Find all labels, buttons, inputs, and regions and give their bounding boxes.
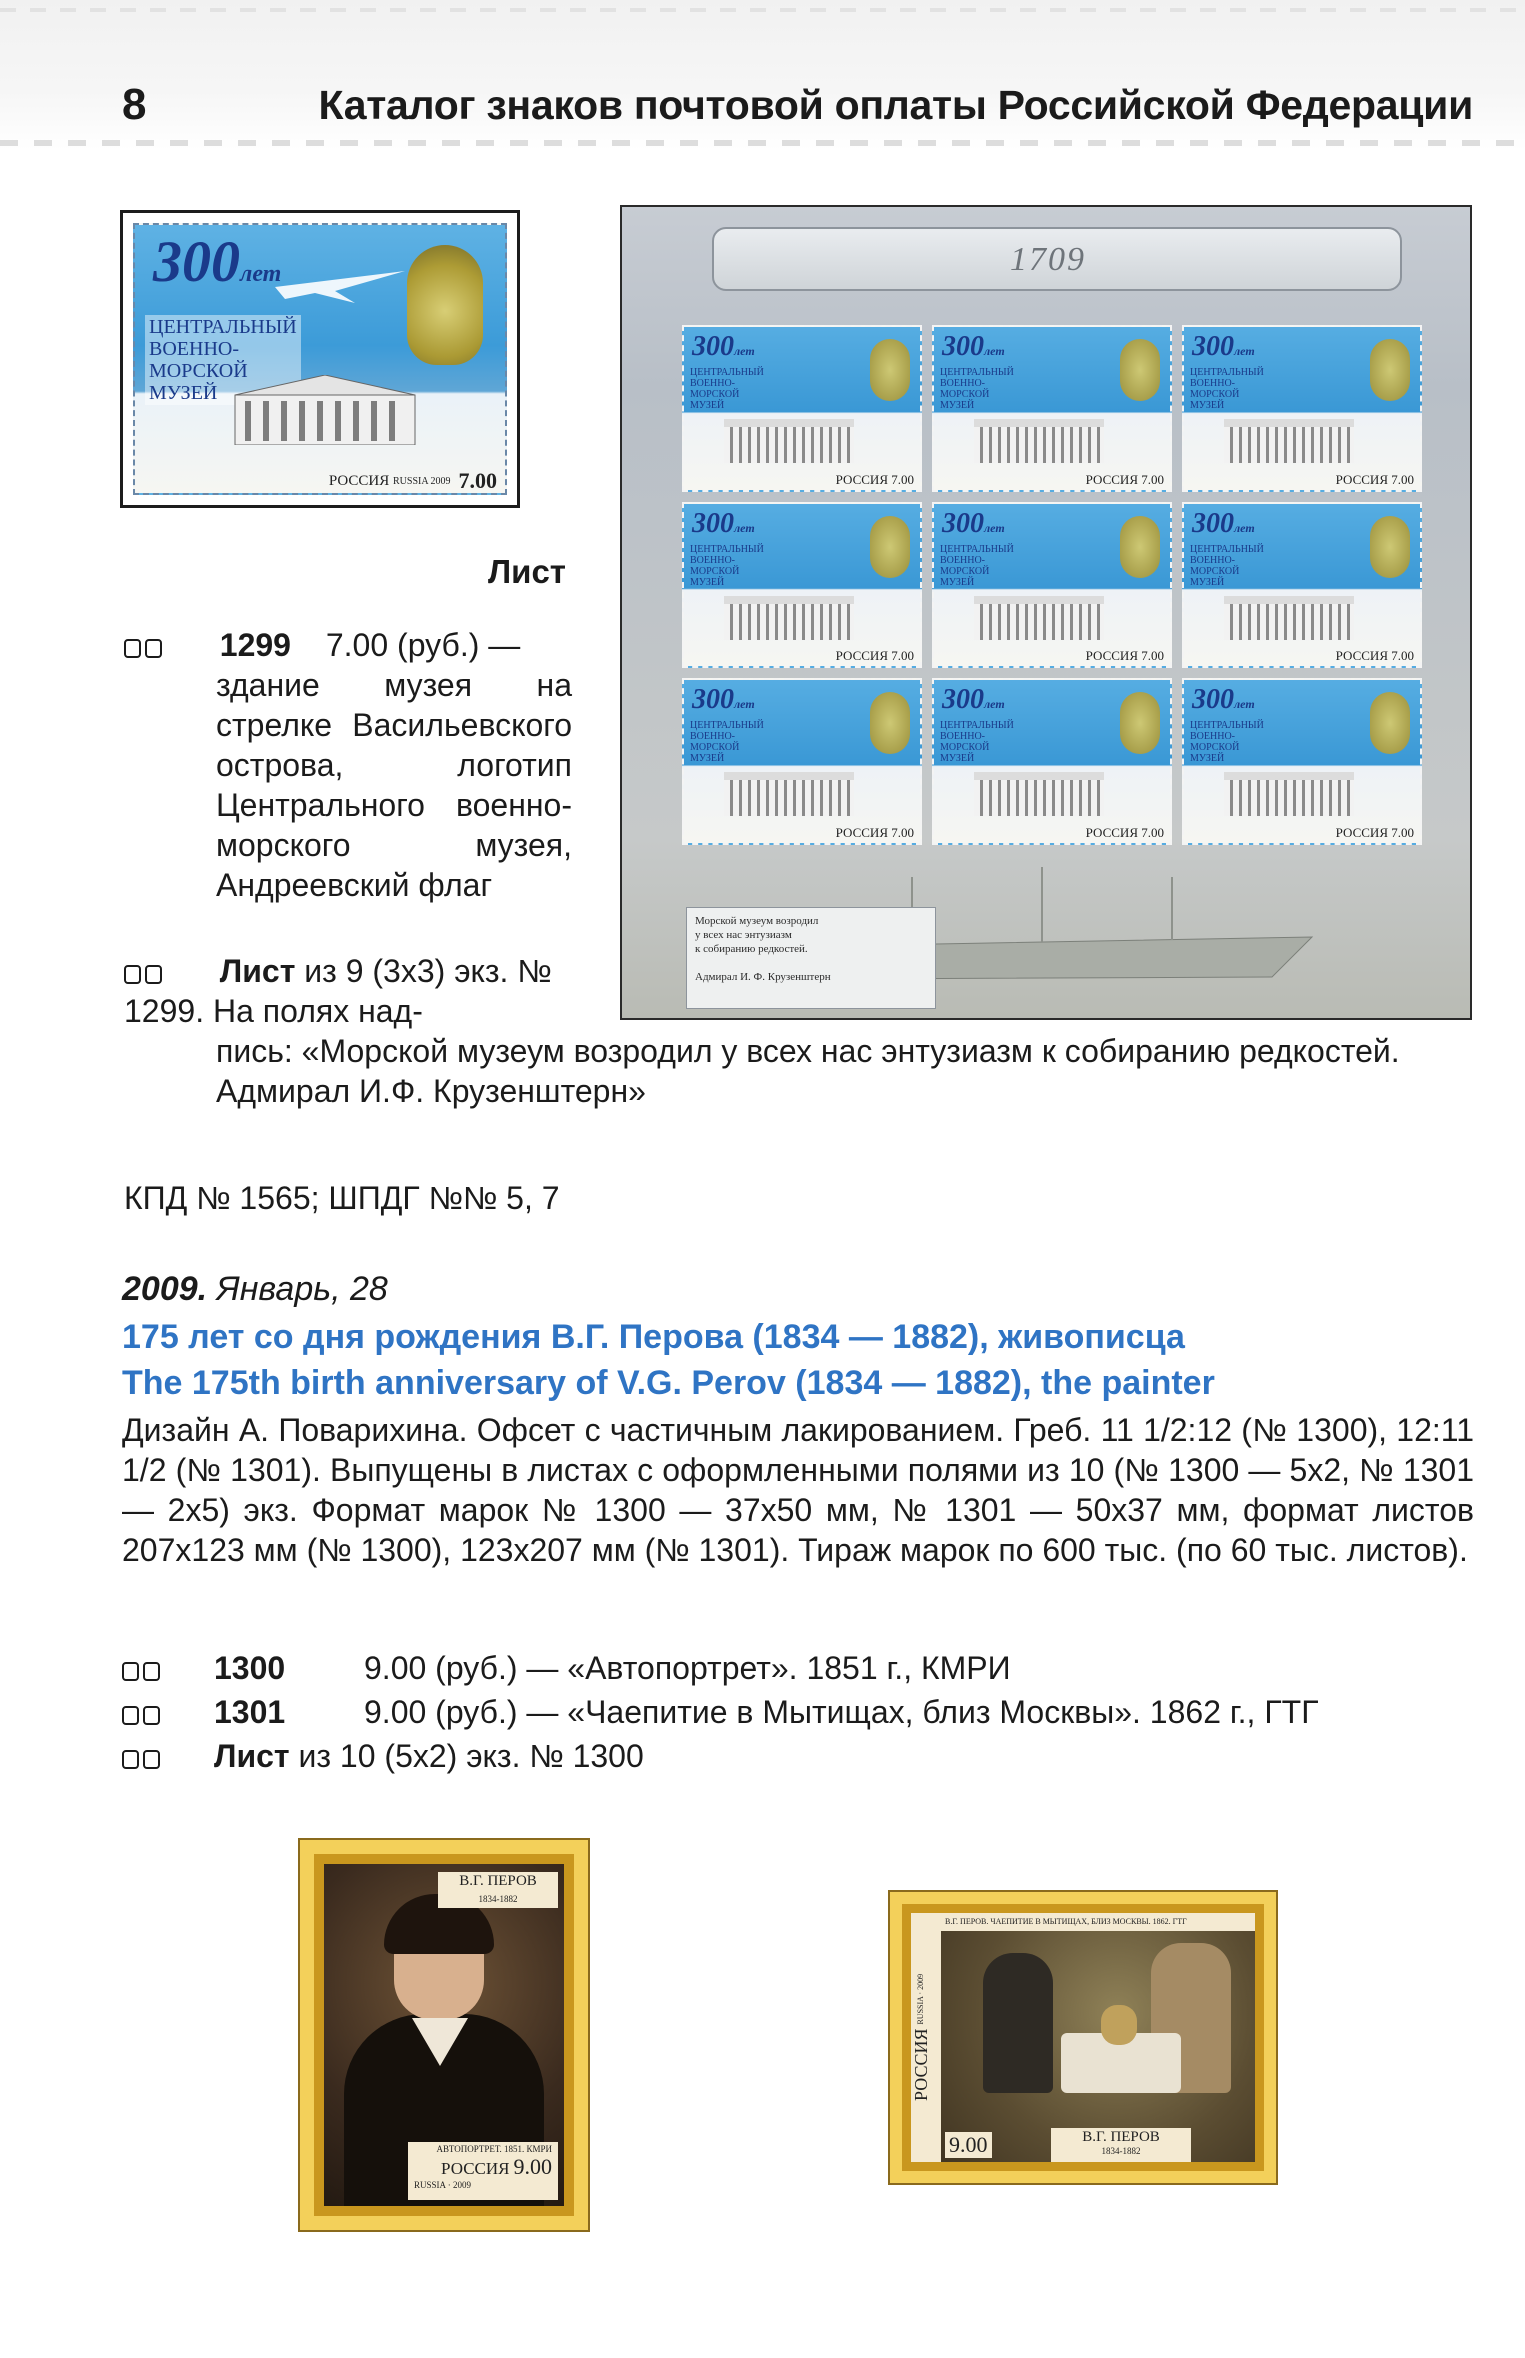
stamp-1300-image	[298, 1838, 590, 2232]
museum-building-icon	[724, 419, 854, 463]
item-sheet-text-b: пись: «Морской музеум возродил у всех нас энтузиазм к собиранию редкостей. Адмирал И.Ф. Крузенштерн»	[216, 1033, 1400, 1109]
issue-description: Дизайн А. Поварихина. Офсет с частичным лакированием. Греб. 11 1/2:12 (№ 1300), 12:11 1/2 (№ 1301). Выпущены в листах с оформленными полями из 10 (№ 1300 — 5х2, № 1301 — 2х5) экз. Формат марок № 1300 — 37х50 мм, № 1301 — 50х37 мм, формат листов 207х123 мм (№ 1300), 123х207 мм (№ 1301). Тираж марок по 600 тыс. (по 60 тыс. листов).	[122, 1412, 1474, 1568]
painting-figure	[983, 1953, 1053, 2093]
checkbox-icon	[124, 965, 141, 984]
issue-title-en: The 175th birth anniversary of V.G. Perov (1834 — 1882), the painter	[122, 1364, 1215, 1402]
stamp-1300-footer: АВТОПОРТРЕТ. 1851. КМРИ РОССИЯ 9.00 RUSSIA · 2009	[408, 2142, 558, 2200]
museum-emblem-icon	[1370, 339, 1410, 401]
stamp-300-label: 300лет	[692, 331, 755, 362]
stamp-value: РОССИЯ 7.00	[835, 648, 914, 664]
stamp-300-label: 300лет	[1192, 684, 1255, 716]
checkbox-icon	[122, 1706, 139, 1725]
checkbox-icon	[145, 639, 162, 658]
stamp-1299-value: 7.00	[458, 468, 497, 493]
museum-building-icon	[1224, 772, 1354, 816]
item-code: 1301	[214, 1694, 286, 1730]
catalog-title: Каталог знаков почтовой оплаты Российской Федерации	[318, 82, 1473, 128]
museum-emblem-icon	[1370, 692, 1410, 754]
checkbox-icon	[124, 639, 141, 658]
stamp-1301-top-caption: В.Г. ПЕРОВ. ЧАЕПИТИЕ В МЫТИЩАХ, БЛИЗ МОСКВЫ. 1862. ГТГ	[941, 1913, 1255, 1931]
checkbox-icon	[122, 1750, 139, 1769]
stamp-museum-name: ЦЕНТРАЛЬНЫЙ ВОЕННО- МОРСКОЙ МУЗЕЙ	[940, 367, 1014, 411]
stamp-1299-museum-name: ЦЕНТРАЛЬНЫЙ ВОЕННО- МОРСКОЙ МУЗЕЙ	[145, 315, 301, 405]
stamp-300-label: 300лет	[942, 684, 1005, 716]
stamp-museum-name: ЦЕНТРАЛЬНЫЙ ВОЕННО- МОРСКОЙ МУЗЕЙ	[1190, 720, 1264, 765]
tea-drinking-art	[902, 1904, 1264, 2171]
stamp-value: РОССИЯ 7.00	[1335, 471, 1414, 487]
museum-emblem-icon	[870, 692, 910, 754]
stamp-300-label: 300лет	[942, 331, 1005, 362]
stamp-museum-name: ЦЕНТРАЛЬНЫЙ ВОЕННО- МОРСКОЙ МУЗЕЙ	[1190, 367, 1264, 411]
checkbox-icon	[143, 1750, 160, 1769]
museum-emblem-icon	[407, 245, 483, 365]
stamp-300-label: 300лет	[692, 507, 755, 539]
sheet-stamp-6	[1182, 502, 1422, 669]
stamp-1299-image	[120, 210, 520, 508]
page-number: 8	[122, 80, 147, 129]
stamp-museum-name: ЦЕНТРАЛЬНЫЙ ВОЕННО- МОРСКОЙ МУЗЕЙ	[690, 367, 764, 411]
museum-building-icon	[974, 596, 1104, 640]
stamp-museum-name: ЦЕНТРАЛЬНЫЙ ВОЕННО- МОРСКОЙ МУЗЕЙ	[940, 720, 1014, 765]
museum-emblem-icon	[1120, 692, 1160, 754]
stamp-value: РОССИЯ 7.00	[835, 825, 914, 840]
list-item	[122, 1734, 1474, 1778]
list-item	[122, 1646, 1474, 1690]
item-text: 9.00 (руб.) — «Чаепитие в Мытищах, близ Москвы». 1862 г., ГТГ	[364, 1694, 1319, 1730]
item-price: 7.00 (руб.) —	[325, 627, 521, 663]
sheet-stamp-2	[932, 325, 1172, 492]
issue-title-ru: 175 лет со дня рождения В.Г. Перова (1834 — 1882), живописца	[122, 1318, 1185, 1356]
stamp-museum-name: ЦЕНТРАЛЬНЫЙ ВОЕННО- МОРСКОЙ МУЗЕЙ	[940, 543, 1014, 588]
stamp-sheet-1299	[620, 205, 1472, 1020]
checkbox-icon	[143, 1662, 160, 1681]
stamp-museum-name: ЦЕНТРАЛЬНЫЙ ВОЕННО- МОРСКОЙ МУЗЕЙ	[690, 720, 764, 765]
issue-date: 2009. Январь, 28	[122, 1270, 388, 1308]
plane-icon	[275, 265, 405, 305]
stamp-value: РОССИЯ 7.00	[835, 471, 914, 487]
museum-emblem-icon	[870, 339, 910, 401]
stamp-1301-value: 9.00	[945, 2132, 992, 2158]
stamp-value: РОССИЯ 7.00	[1335, 825, 1414, 840]
item-code: 1300	[214, 1650, 286, 1686]
self-portrait-art	[314, 1854, 574, 2216]
catalog-item-sheet-1299	[124, 951, 594, 1031]
item-1299-description: здание музея на стрелке Васильевского острова, логотип Центрального военно-морского музея, Андреевский флаг	[216, 667, 572, 903]
sheet-quote: Морской музеум возродил у всех нас энтузиазм к собиранию редкостей. Адмирал И. Ф. Крузенштерн	[686, 907, 936, 1009]
checkbox-icon	[143, 1706, 160, 1725]
stamp-1299-art	[133, 223, 507, 495]
museum-building-icon	[724, 772, 854, 816]
sheet-stamp-grid	[682, 325, 1422, 845]
checkbox-icon	[122, 1662, 139, 1681]
item-code: Лист	[219, 953, 296, 989]
museum-building-icon	[1224, 419, 1354, 463]
samovar-icon	[1101, 2005, 1137, 2045]
museum-building-icon	[225, 375, 425, 445]
sheet-stamp-1	[682, 325, 922, 492]
catalog-item-1299	[124, 625, 594, 665]
stamp-1300-value: 9.00	[513, 2154, 552, 2179]
museum-emblem-icon	[1120, 516, 1160, 578]
stamp-1301-signature: В.Г. ПЕРОВ 1834-1882	[1051, 2128, 1191, 2162]
museum-emblem-icon	[870, 516, 910, 578]
stamp-300-label: 300лет	[153, 229, 282, 294]
stamp-1301-image	[888, 1890, 1278, 2185]
item-text: 9.00 (руб.) — «Автопортрет». 1851 г., КМРИ	[364, 1650, 1011, 1686]
stamp-300-label: 300лет	[1192, 507, 1255, 539]
museum-building-icon	[974, 419, 1104, 463]
museum-building-icon	[974, 772, 1104, 816]
sheet-stamp-4	[682, 502, 922, 669]
kpd-reference: КПД № 1565; ШПДГ №№ 5, 7	[124, 1180, 560, 1216]
sheet-stamp-5	[932, 502, 1172, 669]
stamp-value: РОССИЯ 7.00	[1335, 648, 1414, 664]
stamp-300-label: 300лет	[942, 507, 1005, 539]
stamp-value: РОССИЯ 7.00	[1085, 648, 1164, 664]
museum-building-icon	[1224, 596, 1354, 640]
list-item	[122, 1690, 1474, 1734]
sheet-stamp-3	[1182, 325, 1422, 492]
stamp-museum-name: ЦЕНТРАЛЬНЫЙ ВОЕННО- МОРСКОЙ МУЗЕЙ	[1190, 543, 1264, 588]
issue-items	[122, 1646, 1474, 1778]
item-code: 1299	[219, 627, 291, 663]
item-code: Лист	[214, 1738, 290, 1774]
sheet-year: 1709	[1010, 241, 1086, 278]
stamp-300-label: 300лет	[692, 684, 755, 716]
museum-building-icon	[724, 596, 854, 640]
stamp-1301-side-label: РОССИЯ RUSSIA · 2009	[911, 1913, 941, 2162]
stamp-300-label: 300лет	[1192, 331, 1255, 362]
item-sheet-text-a: из 9 (3х3) экз. № 1299. На полях над-	[124, 953, 552, 1029]
item-text: из 10 (5х2) экз. № 1300	[298, 1738, 644, 1774]
stamp-value: РОССИЯ 7.00	[1085, 471, 1164, 487]
sheet-stamp-7	[682, 678, 922, 845]
stamp-value: РОССИЯ 7.00	[1085, 825, 1164, 840]
sheet-stamp-9	[1182, 678, 1422, 845]
stamp-1299-footer: РОССИЯ RUSSIA 2009 7.00	[328, 468, 497, 493]
museum-emblem-icon	[1370, 516, 1410, 578]
museum-emblem-icon	[1120, 339, 1160, 401]
sheet-stamp-8	[932, 678, 1172, 845]
sheet-heading: Лист	[488, 553, 566, 590]
stamp-museum-name: ЦЕНТРАЛЬНЫЙ ВОЕННО- МОРСКОЙ МУЗЕЙ	[690, 543, 764, 588]
stamp-1300-header: В.Г. ПЕРОВ 1834-1882	[438, 1872, 558, 1908]
checkbox-icon	[145, 965, 162, 984]
